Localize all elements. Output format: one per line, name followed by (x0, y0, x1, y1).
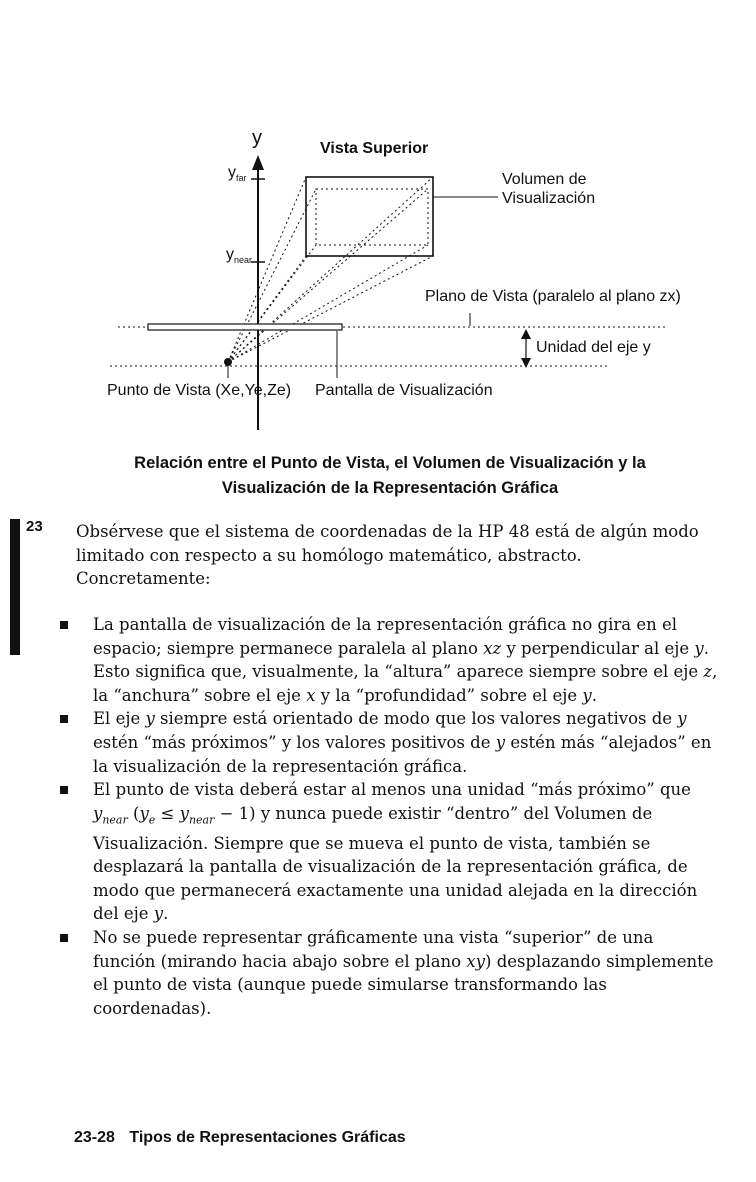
y-axis-arrowhead (252, 155, 264, 170)
limitations-list (60, 613, 720, 1020)
plot-screen-bar (148, 324, 342, 330)
figure-caption (90, 451, 690, 501)
bullet-square-icon (60, 934, 68, 942)
caption-line-1: Relación entre el Punto de Vista, el Volumen de Visualización y la (134, 454, 646, 472)
view-volume-back (316, 189, 428, 245)
view-plane-label: Plano de Vista (paralelo al plano zx) (425, 288, 681, 305)
list-item: No se puede representar gráficamente una vista “superior” de una función (mirando hacia abajo sobre el plano xy) desplazando simplemente el punto de vista (aunque puede simularse transformando las coordenadas). (60, 926, 720, 1020)
diagram-drawing (0, 0, 756, 440)
list-item: La pantalla de visualización de la representación gráfica no gira en el espacio; siempre permanece paralela al plano xz y perpendicular al eje y. Esto significa que, visualmente, la “altura” aparece siempre sobre el eje z, la “anchura” sobre el eje x y la “profundidad” sobre el eje y. (60, 613, 720, 707)
screen-label: Pantalla de Visualización (315, 382, 493, 399)
volume-label-line1: Volumen de (502, 171, 587, 188)
bullet-square-icon (60, 786, 68, 794)
chapter-title: Tipos de Representaciones Gráficas (129, 1129, 406, 1146)
unit-arrow-down (521, 358, 531, 368)
y-far-label: $y_{far}$ (228, 164, 247, 184)
page-number: 23-28 (74, 1129, 115, 1146)
viewpoint-dot (224, 358, 232, 366)
y-axis-label: y (252, 127, 262, 149)
list-item: El punto de vista deberá estar al menos una unidad “más próximo” que $y_{near}$ $(y_e \le y_{near} - 1)$ y nunca puede existir “dentro” del Volumen de Visualización. Siempre que se mueva el punto de vista, también se desplazará la pantalla de visualización de la representación gráfica, de modo que permanecerá exactamente una unidad alejada en la dirección del eje y. (60, 778, 720, 926)
intro-paragraph: Obsérvese que el sistema de coordenadas de la HP 48 está de algún modo limitado con respecto a su homólogo matemático, abstracto. Concretamente: (76, 522, 699, 589)
list-item: El eje y siempre está orientado de modo que los valores negativos de y estén “más próximos” y los valores positivos de y estén más “alejados” en la visualización de la representación gráfica. (60, 707, 720, 778)
volume-label-line2: Visualización (502, 190, 596, 207)
chapter-edge-tab (10, 519, 20, 655)
unit-arrow-up (521, 329, 531, 339)
viewpoint-label: Punto de Vista (Xe,Ye,Ze) (107, 382, 292, 399)
caption-line-2: Visualización de la Representación Gráfica (221, 479, 559, 497)
chapter-number: 23 (26, 518, 43, 535)
view-volume-front (306, 177, 433, 256)
bullet-square-icon (60, 715, 68, 723)
unit-label: Unidad del eje y (536, 339, 651, 356)
y-near-label: $y_{near}$ (226, 246, 253, 266)
page-footer (74, 1129, 406, 1147)
view-volume-diagram (0, 0, 756, 440)
diagram-title: Vista Superior (320, 140, 429, 157)
bullet-square-icon (60, 621, 68, 629)
